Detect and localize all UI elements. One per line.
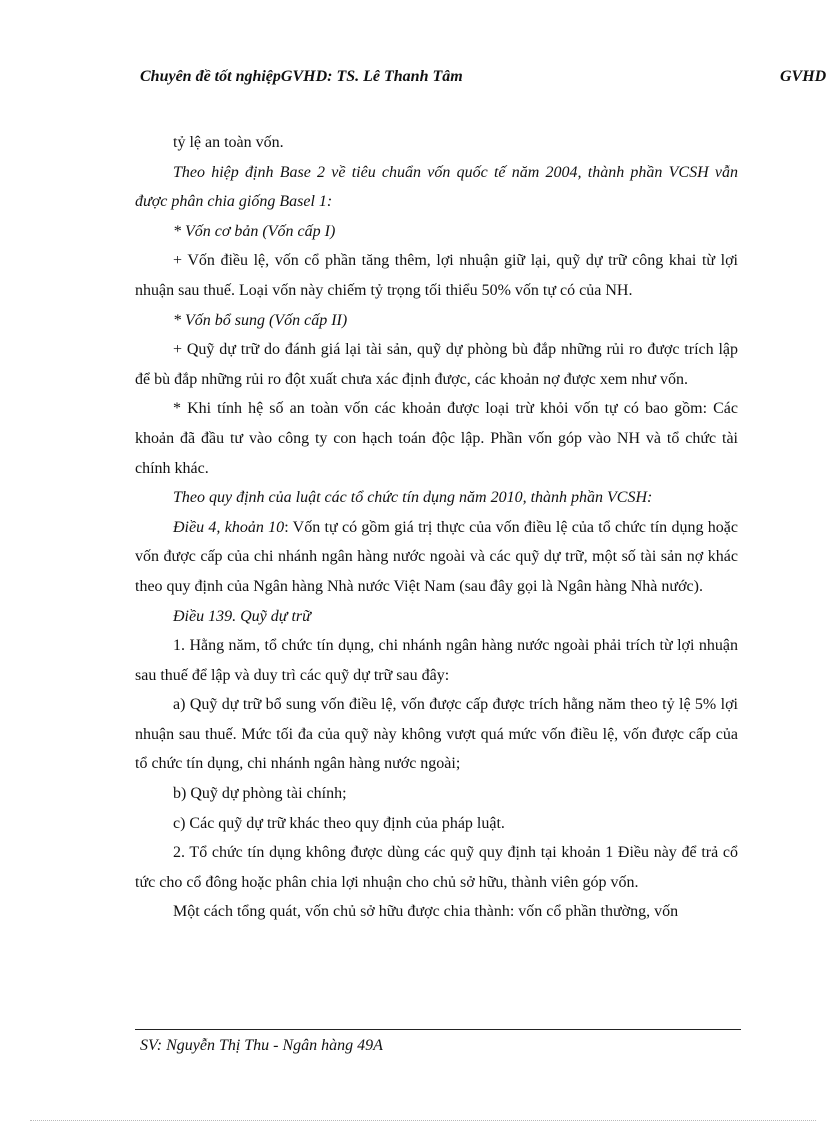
heading-article-139: Điều 139. Quỹ dự trữ [173, 607, 311, 625]
heading-tier1-capital: * Vốn cơ bản (Vốn cấp I) [173, 222, 336, 240]
paragraph-article-139-1a: a) Quỹ dự trữ bổ sung vốn điều lệ, vốn được cấp được trích hằng năm theo tỷ lệ 5% lợi nhuận sau thuế. Mức tối đa của quỹ này không vượt quá mức vốn điều lệ, vốn được cấp của tổ chức tín dụng, chi nhánh ngân hàng nước ngoài; [135, 696, 738, 773]
running-header-repeat: GVHD [780, 68, 826, 85]
paragraph-article-139-1: 1. Hằng năm, tổ chức tín dụng, chi nhánh ngân hàng nước ngoài phải trích từ lợi nhuận sau thuế để lập và duy trì các quỹ dự trữ sau đây: [135, 637, 738, 684]
paragraph-1: tỷ lệ an toàn vốn. [173, 134, 284, 151]
paragraph-exclusions: * Khi tính hệ số an toàn vốn các khoản được loại trừ khỏi vốn tự có bao gồm: Các khoản đã đầu tư vào công ty con hạch toán độc lập. Phần vốn góp vào NH và tổ chức tài chính khác. [135, 400, 738, 477]
page-bottom-edge [30, 1120, 816, 1121]
paragraph-law-2010-intro: Theo quy định của luật các tổ chức tín dụng năm 2010, thành phần VCSH: [173, 489, 653, 507]
paragraph-tier1-details: + Vốn điều lệ, vốn cổ phần tăng thêm, lợi nhuận giữ lại, quỹ dự trữ công khai từ lợi nhuận sau thuế. Loại vốn này chiếm tỷ trọng tối thiểu 50% vốn tự có của NH. [135, 252, 738, 299]
article-4-text: : Vốn tự có gồm giá trị thực của vốn điều lệ của tổ chức tín dụng hoặc vốn được cấp của chi nhánh ngân hàng nước ngoài và các quỹ dự trữ, một số tài sản nợ khác theo quy định của Ngân hàng Nhà nước Việt Nam (sau đây gọi là Ngân hàng Nhà nước). [135, 518, 738, 595]
paragraph-article-139-1c: c) Các quỹ dự trữ khác theo quy định của pháp luật. [173, 814, 505, 832]
article-4-label: Điều 4, khoản 10 [173, 518, 285, 536]
paragraph-article-139-2: 2. Tổ chức tín dụng không được dùng các quỹ quy định tại khoản 1 Điều này để trả cổ tức cho cổ đông hoặc phân chia lợi nhuận cho chủ sở hữu, thành viên góp vốn. [135, 844, 738, 891]
paragraph-article-4 [135, 513, 738, 602]
footer-divider [135, 1029, 741, 1030]
document-body [135, 128, 738, 927]
paragraph-basel2-intro: Theo hiệp định Base 2 về tiêu chuẩn vốn quốc tế năm 2004, thành phần VCSH vẫn được phân chia giống Basel 1: [135, 163, 738, 211]
running-header: Chuyên đề tốt nghiệpGVHD: TS. Lê Thanh Tâm [140, 68, 463, 85]
paragraph-summary: Một cách tổng quát, vốn chủ sở hữu được chia thành: vốn cổ phần thường, vốn [173, 903, 679, 921]
paragraph-tier2-details: + Quỹ dự trữ do đánh giá lại tài sản, quỹ dự phòng bù đắp những rủi ro được trích lập để bù đắp những rủi ro đột xuất chưa xác định được, các khoản nợ được xem như vốn. [135, 341, 738, 388]
paragraph-article-139-1b: b) Quỹ dự phòng tài chính; [173, 785, 347, 803]
running-footer: SV: Nguyễn Thị Thu - Ngân hàng 49A [140, 1037, 383, 1054]
heading-tier2-capital: * Vốn bổ sung (Vốn cấp II) [173, 311, 348, 329]
